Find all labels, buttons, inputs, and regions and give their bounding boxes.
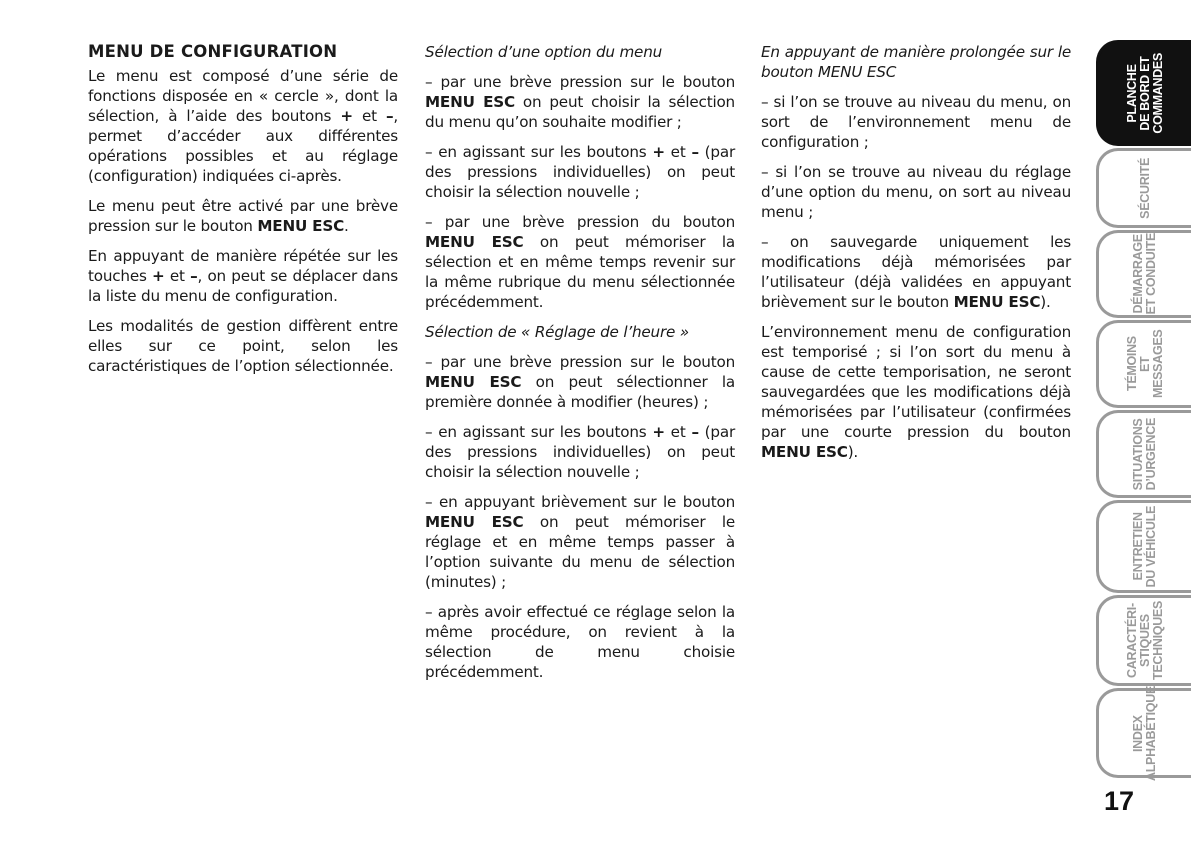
tab-4[interactable] [1096,320,1191,408]
tab-label: PLANCHE DE BORD ET COMMANDES [1124,52,1165,134]
text: (par des pressions individuelles) on peut choisir la sélection nouvelle ; [425,143,736,201]
paragraph [88,316,398,376]
paragraph [425,352,735,412]
text: ). [847,443,859,461]
bold-text: MENU ESC [761,443,848,461]
text: et [352,107,386,125]
tab-label: SÉCURITÉ [1137,157,1152,219]
text: (par des pressions individuelles) on peut choisir la sélection nouvelle ; [425,423,736,481]
tab-label: ENTRETIEN DU VÉHICULE [1131,505,1158,588]
text: – si l’on se trouve au niveau du réglage d’une option du menu, on sort au niveau menu ; [761,163,1071,221]
tab-1[interactable] [1096,40,1191,146]
paragraph [88,196,398,236]
text: L’environnement menu de configuration est temporisé ; si l’on sort du menu à cause de cette temporisation, ne seront sauvegardées que les modifications déjà mémorisées par l’utilisateur (confirmées par une courte pression du bouton [761,323,1071,441]
bold-text: + [340,107,353,125]
text: Le menu peut être activé par une brève pression sur le bouton [88,197,398,235]
paragraph [425,142,735,202]
bold-text: – [190,267,198,285]
page-number: 17 [1104,786,1135,816]
tab-5[interactable] [1096,410,1191,498]
bold-text: + [652,423,665,441]
bold-text: MENU ESC [953,293,1041,311]
paragraph [425,492,735,592]
paragraph [425,212,735,312]
tab-6[interactable] [1096,500,1191,593]
text: et [164,267,191,285]
bold-text: + [652,143,665,161]
text: Le menu est composé d’une série de fonctions disposée en « cercle », dont la sélection, à l’aide des boutons [88,67,398,125]
bold-text: – [385,107,394,125]
paragraph [761,232,1071,312]
paragraph [425,422,735,482]
tab-2[interactable] [1096,148,1191,228]
section-heading [88,42,398,62]
text: Sélection de « Réglage de l’heure » [425,323,689,341]
text: on peut mémoriser le réglage et en même temps passer à l’option suivante du menu de sélection (minutes) ; [425,513,735,591]
bold-text: MENU ESC [425,233,524,251]
text: on peut choisir la sélection du menu qu’on souhaite modifier ; [425,93,735,131]
tab-label: TÉMOINS ET MESSAGES [1124,329,1165,399]
subheading [425,322,735,342]
bold-text: MENU ESC [425,93,515,111]
text: , permet d’accéder aux différentes opérations possibles et au réglage (configuration) indiquées ci-après. [88,107,398,185]
text: et [664,143,692,161]
text: – après avoir effectué ce réglage selon la même procédure, on revient à la sélection de menu choisie précédemment. [425,603,735,681]
paragraph [761,162,1071,222]
tab-label: CARACTÉRI- STIQUES TECHNIQUES [1124,601,1165,680]
text: – par une brève pression sur le bouton [425,353,735,371]
tab-8[interactable] [1096,685,1191,781]
text: on peut sélectionner la première donnée à modifier (heures) ; [425,373,735,411]
bold-text: – [691,143,699,161]
text: et [664,423,692,441]
paragraph [761,92,1071,152]
text: ). [1040,293,1051,311]
tab-label: INDEX ALPHABÉTIQUE [1131,685,1158,781]
text: – en appuyant brièvement sur le bouton [425,493,735,511]
text: – par une brève pression sur le bouton [425,73,735,91]
text: En appuyant de manière répétée sur les touches [88,247,398,285]
text: – en agissant sur les boutons [425,143,653,161]
text: – en agissant sur les boutons [425,423,653,441]
column-3 [761,42,1071,472]
bold-text: – [691,423,699,441]
text: En appuyant de manière prolongée sur le bouton MENU ESC [761,43,1071,81]
tab-3[interactable] [1096,230,1191,318]
paragraph [425,602,735,682]
text: – si l’on se trouve au niveau du menu, on sort de l’environnement menu de configuration ; [761,93,1071,151]
text: MENU DE CONFIGURATION [88,42,338,61]
paragraph [88,246,398,306]
text: , on peut se déplacer dans la liste du menu de configuration. [88,267,398,305]
tab-label: DÉMARRAGE ET CONDUITE [1131,233,1158,315]
text: on peut mémoriser la sélection et en même temps revenir sur la même rubrique du menu sélectionnée précédemment. [425,233,735,311]
subheading [761,42,1071,82]
tab-7[interactable] [1096,595,1191,686]
bold-text: + [152,267,165,285]
text: – on sauvegarde uniquement les modifications déjà mémorisées par l’utilisateur (déjà validées en appuyant brièvement sur le bouton [761,233,1071,311]
paragraph [88,66,398,186]
text: – par une brève pression du bouton [425,213,735,231]
column-2 [425,42,735,692]
paragraph [425,72,735,132]
paragraph [761,322,1071,462]
bold-text: MENU ESC [425,513,524,531]
bold-text: MENU ESC [257,217,345,235]
bold-text: MENU ESC [425,373,522,391]
text: Sélection d’une option du menu [425,43,663,61]
text: . [344,217,349,235]
subheading [425,42,735,62]
tab-label: SITUATIONS D’URGENCE [1131,417,1158,491]
column-1 [88,42,398,386]
text: Les modalités de gestion diffèrent entre elles sur ce point, selon les caractéristiques de l’option sélectionnée. [88,317,398,375]
